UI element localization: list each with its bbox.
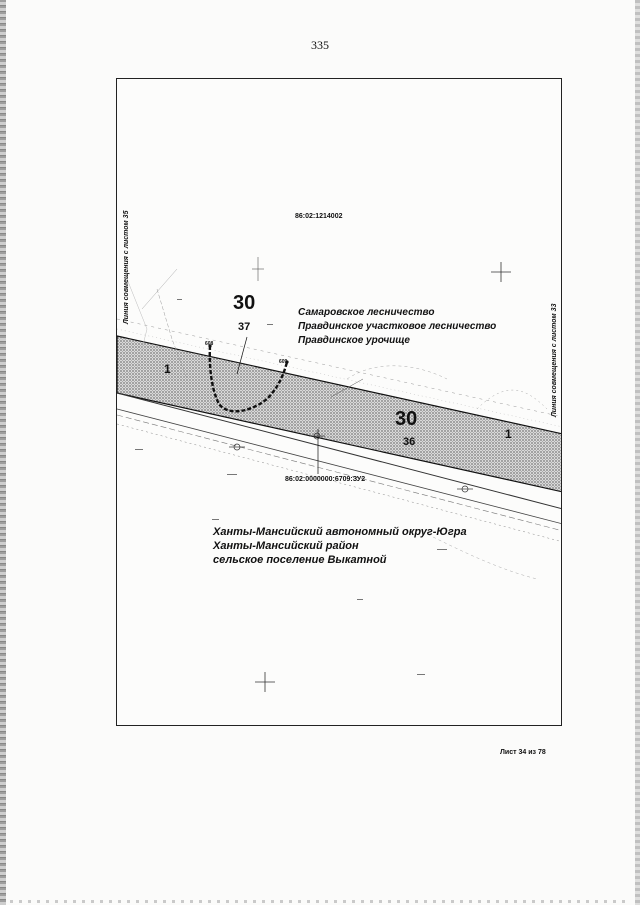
crosshair-marker	[491, 262, 511, 282]
cadastral-block-label: 86:02:1214002	[295, 213, 343, 220]
plot-number-label: 1	[505, 427, 512, 441]
scan-edge-bottom	[10, 900, 630, 903]
admin-line: Ханты-Мансийский район	[213, 540, 359, 552]
forestry-line: Правдинское урочище	[298, 335, 410, 346]
hatched-strip	[117, 336, 562, 492]
sheet-number-label: Лист 34 из 78	[500, 749, 546, 756]
map-frame	[116, 78, 562, 726]
admin-region-label	[213, 525, 467, 567]
forestry-line: Правдинское участковое лесничество	[298, 321, 497, 332]
admin-line: сельское поселение Выкатной	[213, 554, 387, 566]
quarter-number-label: 30	[395, 408, 418, 430]
crosshair-marker	[252, 257, 264, 281]
survey-line	[142, 269, 177, 309]
admin-line: Ханты-Мансийский автономный округ-Югра	[213, 526, 467, 538]
page-number: 335	[311, 38, 329, 52]
forestry-line: Самаровское лесничество	[298, 307, 435, 318]
plot-number-label: 1	[164, 362, 171, 376]
map-drawing	[117, 79, 562, 726]
section-number-label: 37	[238, 321, 251, 333]
scan-edge-left	[0, 0, 6, 905]
survey-line	[347, 366, 447, 379]
quarter-number-label: 30	[233, 292, 256, 314]
boundary-point-label: 609	[279, 359, 288, 365]
boundary-point-label: 608	[205, 341, 214, 347]
road-symbol	[457, 486, 473, 492]
forestry-label	[298, 306, 496, 348]
survey-line	[477, 390, 547, 409]
road-parcel-label: 86:02:0000000:6709:ЗУ2	[285, 476, 366, 483]
crosshair-marker	[255, 672, 275, 692]
match-line-label-left: Линия совмещения с листом 35	[123, 210, 130, 324]
match-line-label-right: Линия совмещения с листом 33	[551, 303, 558, 417]
scan-edge-right	[635, 0, 640, 905]
section-number-label: 36	[403, 436, 416, 448]
